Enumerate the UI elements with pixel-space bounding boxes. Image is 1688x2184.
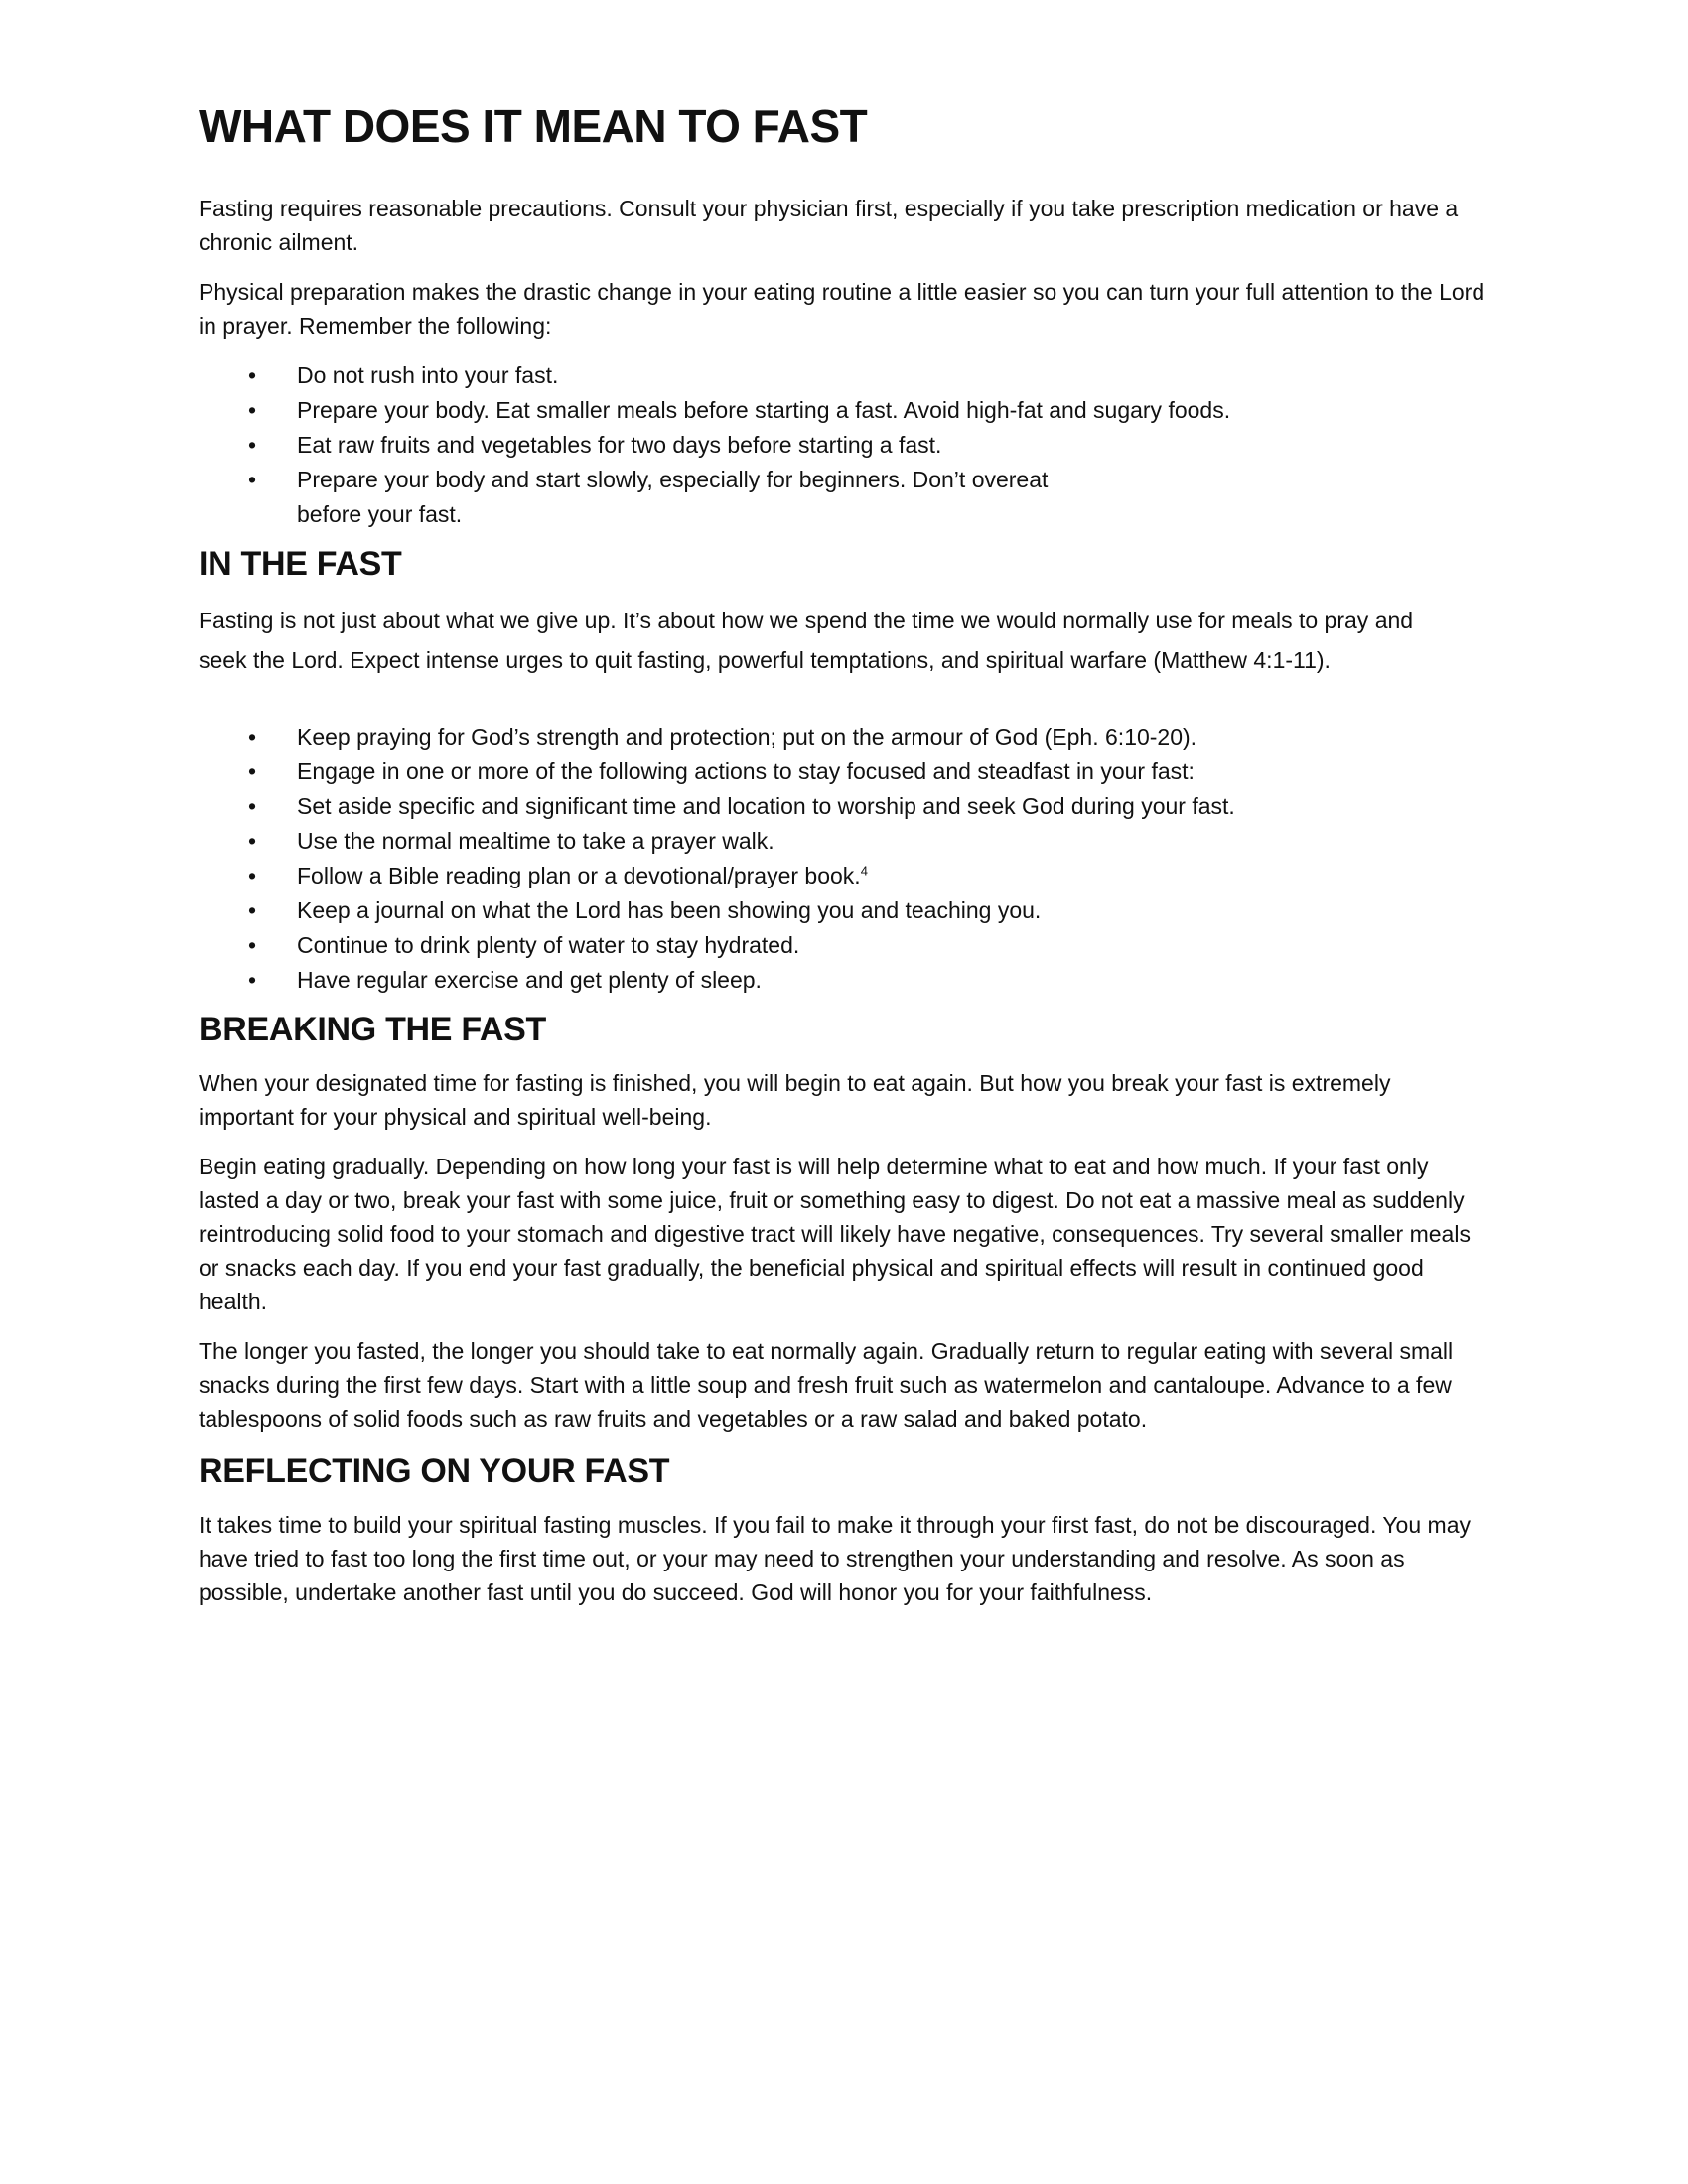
breaking-paragraph-1: When your designated time for fasting is finished, you will begin to eat again. But how you break your fast is extremely important for your physical and spiritual well-being. <box>199 1069 1391 1130</box>
page-title: WHAT DOES IT MEAN TO FAST <box>199 100 868 152</box>
document-page <box>199 99 1489 1625</box>
breaking-paragraph-2: Begin eating gradually. Depending on how long your fast is will help determine what to eat and how much. If your fast only lasted a day or two, break your fast with some juice, fruit or something easy to digest. Do not eat a massive meal as suddenly reintroducing solid food to your stomach and digestive tract will likely have negative, consequences. Try several smaller meals or snacks each day. If you end your fast gradually, the beneficial physical and spiritual effects will result in continued good health. <box>199 1153 1471 1314</box>
in-the-fast-paragraph: Fasting is not just about what we give up. It’s about how we spend the time we would normally use for meals to pray and seek the Lord. Expect intense urges to quit fasting, powerful temptations, and spiritual warfare (Matthew 4:1-11). <box>199 607 1414 673</box>
list-item: • Eat raw fruits and vegetables for two days before starting a fast. <box>199 428 1489 463</box>
list-item: • Use the normal mealtime to take a prayer walk. <box>199 824 1489 859</box>
reflecting-paragraph: It takes time to build your spiritual fasting muscles. If you fail to make it through your first fast, do not be discouraged. You may have tried to fast too long the first time out, or your may need to strengthen your understanding and resolve. As soon as possible, undertake another fast until you do succeed. God will honor you for your faithfulness. <box>199 1511 1471 1605</box>
list-item: • Set aside specific and significant time and location to worship and seek God during your fast. <box>199 789 1489 824</box>
intro-paragraph-2: Physical preparation makes the drastic change in your eating routine a little easier so you can turn your full attention to the Lord in prayer. Remember the following: <box>199 279 1485 340</box>
section-heading-breaking-the-fast: BREAKING THE FAST <box>199 1010 547 1048</box>
list-item: • Do not rush into your fast. <box>199 358 1489 393</box>
list-item: • Prepare your body. Eat smaller meals before starting a fast. Avoid high-fat and sugary foods. <box>199 393 1489 428</box>
list-item: • Have regular exercise and get plenty of sleep. <box>199 963 1489 998</box>
list-item <box>199 859 1489 893</box>
in-the-fast-list <box>199 720 1489 998</box>
list-item: • Continue to drink plenty of water to stay hydrated. <box>199 928 1489 963</box>
list-item-text: Follow a Bible reading plan or a devotional/prayer book. <box>297 862 861 888</box>
list-item: • Keep praying for God’s strength and protection; put on the armour of God (Eph. 6:10-20). <box>199 720 1489 754</box>
list-item: • Prepare your body and start slowly, especially for beginners. Don’t overeat before your fast. <box>199 463 1111 532</box>
footnote-marker: 4 <box>860 863 868 879</box>
breaking-paragraph-3: The longer you fasted, the longer you should take to eat normally again. Gradually return to regular eating with several small snacks during the first few days. Start with a little soup and fresh fruit such as watermelon and cantaloupe. Advance to a few tablespoons of solid foods such as raw fruits and vegetables or a raw salad and baked potato. <box>199 1337 1454 1432</box>
section-heading-reflecting: REFLECTING ON YOUR FAST <box>199 1451 670 1490</box>
list-item: • Keep a journal on what the Lord has been showing you and teaching you. <box>199 893 1489 928</box>
list-item: • Engage in one or more of the following actions to stay focused and steadfast in your fast: <box>199 754 1489 789</box>
intro-paragraph-1: Fasting requires reasonable precautions. Consult your physician first, especially if you take prescription medication or have a chronic ailment. <box>199 196 1459 256</box>
preparation-list <box>199 358 1489 532</box>
section-heading-in-the-fast: IN THE FAST <box>199 545 402 584</box>
